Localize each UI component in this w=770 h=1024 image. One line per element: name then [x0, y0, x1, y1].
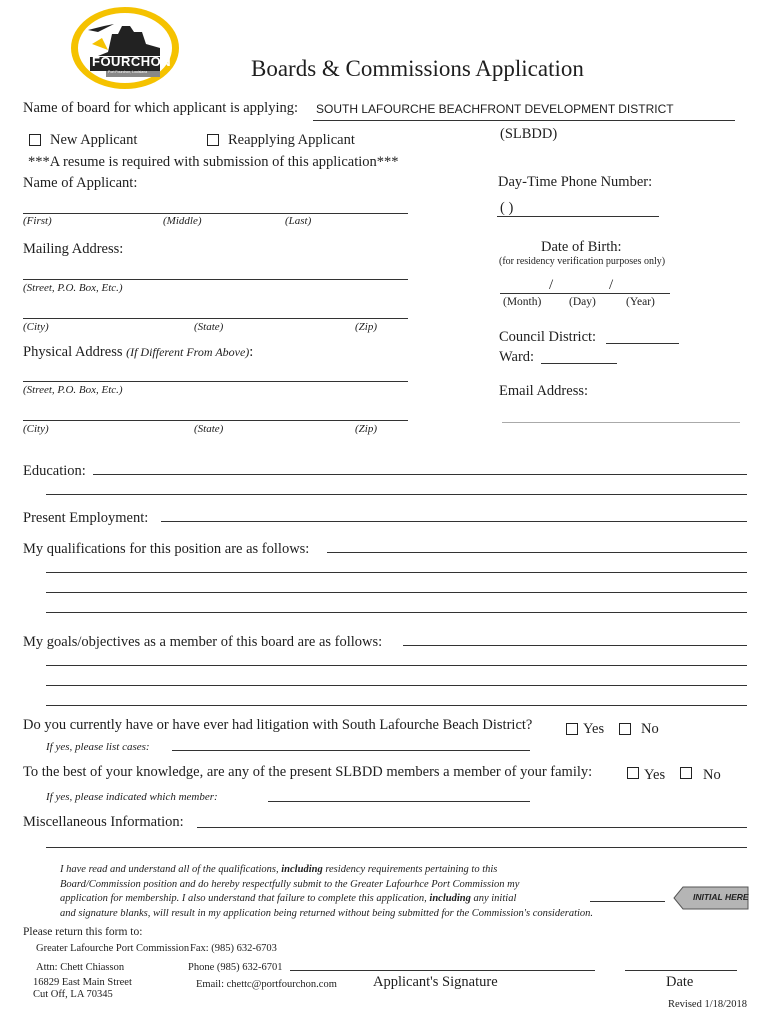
middle-hint: (Middle) [163, 215, 202, 227]
return-label: Please return this form to: [23, 926, 143, 938]
education-field-2[interactable] [46, 494, 747, 495]
litigation-cases-field[interactable] [172, 750, 530, 751]
mailing-street-hint: (Street, P.O. Box, Etc.) [23, 282, 123, 294]
applicant-name-label: Name of Applicant: [23, 175, 138, 191]
dob-label: Date of Birth: [541, 239, 622, 255]
misc-label: Miscellaneous Information: [23, 814, 184, 830]
last-hint: (Last) [285, 215, 312, 227]
new-applicant-label: New Applicant [50, 132, 138, 148]
dob-field[interactable] [500, 293, 670, 294]
education-field-1[interactable] [93, 474, 747, 475]
phone-field[interactable] [497, 216, 659, 217]
email-field[interactable] [502, 422, 740, 423]
physical-note: (If Different From Above) [126, 345, 250, 359]
dob-slash-2: / [609, 277, 614, 293]
physical-city-hint: (City) [23, 423, 49, 435]
qualifications-field-3[interactable] [46, 592, 747, 593]
litigation-follow: If yes, please list cases: [46, 741, 150, 753]
employment-label: Present Employment: [23, 510, 149, 526]
litigation-yes-label: Yes [583, 721, 605, 737]
dob-month: (Month) [503, 296, 542, 308]
board-abbr: (SLBDD) [500, 126, 558, 142]
qualifications-field-1[interactable] [327, 552, 747, 553]
email-label: Email Address: [499, 383, 589, 399]
return-address-1: 16829 East Main Street [33, 977, 132, 988]
goals-field-4[interactable] [46, 705, 747, 706]
initial-here-label: INITIAL HERE [693, 892, 749, 902]
goals-field-2[interactable] [46, 665, 747, 666]
family-no-label: No [703, 767, 721, 783]
port-fourchon-logo [68, 4, 182, 92]
mailing-label: Mailing Address: [23, 241, 124, 257]
resume-note: ***A resume is required with submission of this application*** [28, 154, 399, 170]
first-hint: (First) [23, 215, 52, 227]
form-title: Boards & Commissions Application [251, 56, 584, 81]
date-field[interactable] [625, 970, 737, 971]
new-applicant-checkbox[interactable] [29, 134, 41, 146]
return-phone: Phone (985) 632-6701 [188, 962, 283, 973]
physical-street-field[interactable] [23, 381, 408, 382]
education-label: Education: [23, 463, 86, 479]
physical-colon: : [249, 344, 254, 360]
dob-note: (for residency verification purposes only) [499, 256, 666, 267]
litigation-no-label: No [641, 721, 659, 737]
physical-city-field[interactable] [23, 420, 408, 421]
return-address-2: Cut Off, LA 70345 [33, 989, 113, 1000]
dob-day: (Day) [569, 296, 596, 308]
family-yes-label: Yes [644, 767, 666, 783]
family-follow: If yes, please indicated which member: [46, 791, 218, 803]
initial-field[interactable] [590, 901, 665, 902]
goals-label: My goals/objectives as a member of this board are as follows: [23, 634, 383, 650]
qualifications-field-2[interactable] [46, 572, 747, 573]
qualifications-label: My qualifications for this position are as follows: [23, 541, 310, 557]
mailing-city-hint: (City) [23, 321, 49, 333]
return-attn: Attn: Chett Chiasson [36, 962, 125, 973]
mailing-city-field[interactable] [23, 318, 408, 319]
return-email: Email: chettc@portfourchon.com [196, 979, 337, 990]
employment-field[interactable] [161, 521, 747, 522]
reapplying-label: Reapplying Applicant [228, 132, 355, 148]
signature-field[interactable] [290, 970, 595, 971]
family-question: To the best of your knowledge, are any of the present SLBDD members a member of your family: [23, 764, 593, 780]
litigation-question: Do you currently have or have ever had litigation with South Lafourche Beach District? [23, 717, 533, 733]
mailing-zip-hint: (Zip) [355, 321, 377, 333]
board-label: Name of board for which applicant is applying: [23, 100, 299, 116]
signature-label: Applicant's Signature [373, 974, 498, 990]
applicant-name-field[interactable] [23, 213, 408, 214]
misc-field-1[interactable] [197, 827, 747, 828]
physical-street-hint: (Street, P.O. Box, Etc.) [23, 384, 123, 396]
misc-field-2[interactable] [46, 847, 747, 848]
mailing-street-field[interactable] [23, 279, 408, 280]
litigation-yes-checkbox[interactable] [566, 723, 578, 735]
initial-here-arrow [673, 886, 749, 910]
certification-text: I have read and understand all of the qualifications, including residency requirements pertaining to this Board/Commission position and do hereby respectfully submit to the Greater Lafourhce Port Commission my application for membership. I also understand that failure to complete this application, including any initial and signature blanks, will result in my application being returned without being submitted for the Commission's consideration. [60, 864, 594, 919]
board-value[interactable]: SOUTH LAFOURCHE BEACHFRONT DEVELOPMENT DISTRICT [316, 102, 674, 116]
council-label: Council District: [499, 329, 597, 345]
phone-area-code: ( ) [500, 200, 514, 216]
return-fax: Fax: (985) 632-6703 [190, 943, 277, 954]
mailing-state-hint: (State) [194, 321, 224, 333]
dob-slash-1: / [549, 277, 554, 293]
physical-label [23, 344, 253, 361]
goals-field-3[interactable] [46, 685, 747, 686]
family-no-checkbox[interactable] [680, 767, 692, 779]
family-yes-checkbox[interactable] [627, 767, 639, 779]
logo-tagline: Port Fourchon, Louisiana [108, 70, 148, 74]
phone-label: Day-Time Phone Number: [498, 174, 653, 190]
physical-zip-hint: (Zip) [355, 423, 377, 435]
litigation-no-checkbox[interactable] [619, 723, 631, 735]
return-org: Greater Lafourche Port Commission [36, 943, 190, 954]
reapplying-checkbox[interactable] [207, 134, 219, 146]
logo-text: FOURCHON [92, 54, 172, 69]
council-field[interactable] [606, 343, 679, 344]
family-member-field[interactable] [268, 801, 530, 802]
ward-label: Ward: [499, 349, 535, 365]
dob-year: (Year) [626, 296, 655, 308]
physical-state-hint: (State) [194, 423, 224, 435]
qualifications-field-4[interactable] [46, 612, 747, 613]
physical-label-text: Physical Address [23, 344, 123, 360]
goals-field-1[interactable] [403, 645, 747, 646]
date-label: Date [666, 974, 694, 990]
revised-note: Revised 1/18/2018 [668, 999, 748, 1010]
ward-field[interactable] [541, 363, 617, 364]
